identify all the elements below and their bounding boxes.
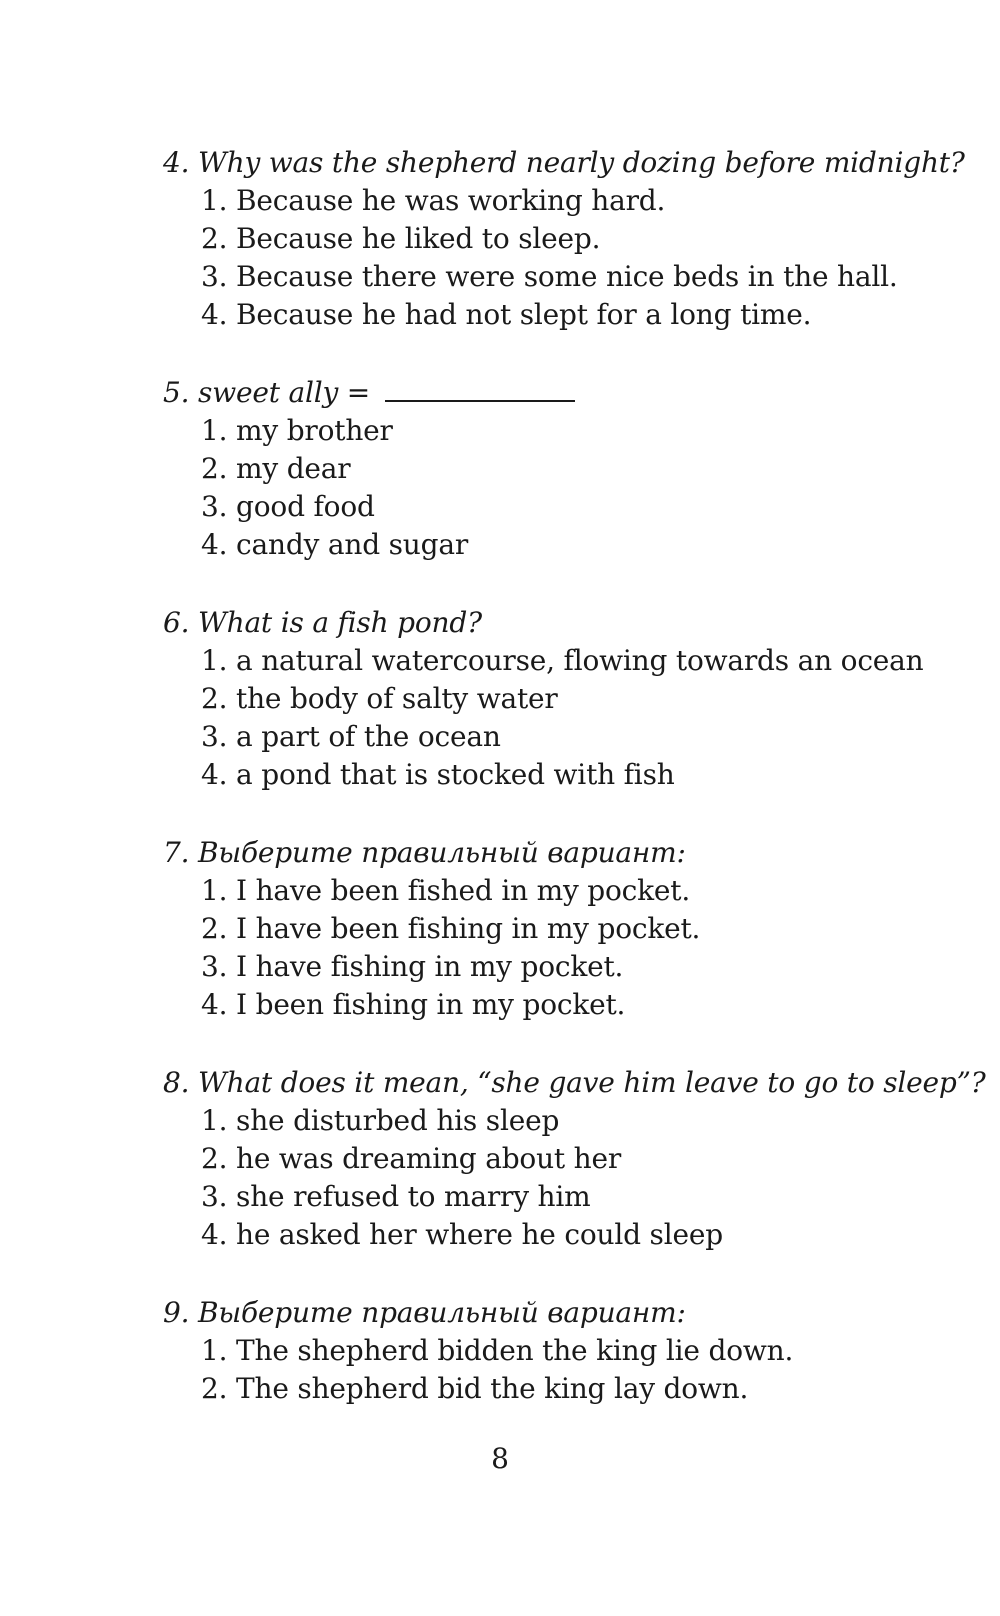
question-text: Выберите правильный вариант: xyxy=(198,836,686,869)
question-4 xyxy=(163,144,963,334)
question-prompt xyxy=(163,1294,963,1332)
question-text: Why was the shepherd nearly dozing before midnight? xyxy=(198,146,965,179)
question-number: 8. xyxy=(163,1066,190,1099)
option-list xyxy=(163,872,963,1024)
option-text: a natural watercourse, flowing towards an ocean xyxy=(236,644,924,677)
option-number: 1. xyxy=(201,1104,228,1137)
option-text: The shepherd bidden the king lie down. xyxy=(236,1334,794,1367)
option-text: I have fishing in my pocket. xyxy=(236,950,624,983)
option-number: 1. xyxy=(201,644,228,677)
option-number: 3. xyxy=(201,950,228,983)
option-number: 3. xyxy=(201,1180,228,1213)
question-prompt xyxy=(163,604,963,642)
option-text: a part of the ocean xyxy=(236,720,501,753)
option-number: 2. xyxy=(201,1142,228,1175)
option-number: 4. xyxy=(201,758,228,791)
question-9 xyxy=(163,1294,963,1408)
option-text: my brother xyxy=(236,414,393,447)
option-number: 4. xyxy=(201,298,228,331)
option-item xyxy=(201,1332,963,1370)
answer-blank xyxy=(385,378,575,402)
option-text: he asked her where he could sleep xyxy=(236,1218,723,1251)
option-item xyxy=(201,1140,963,1178)
option-number: 2. xyxy=(201,222,228,255)
page-number: 8 xyxy=(491,1442,509,1475)
option-text: she disturbed his sleep xyxy=(236,1104,560,1137)
option-list xyxy=(163,1102,963,1254)
question-6 xyxy=(163,604,963,794)
option-item xyxy=(201,450,963,488)
question-text: What is a fish pond? xyxy=(198,606,482,639)
option-number: 4. xyxy=(201,988,228,1021)
option-text: he was dreaming about her xyxy=(236,1142,622,1175)
option-text: The shepherd bid the king lay down. xyxy=(236,1372,749,1405)
option-item xyxy=(201,182,963,220)
option-text: Because there were some nice beds in the hall. xyxy=(236,260,898,293)
option-text: a pond that is stocked with fish xyxy=(236,758,675,791)
option-item xyxy=(201,1370,963,1408)
option-item xyxy=(201,412,963,450)
option-text: my dear xyxy=(236,452,351,485)
option-item xyxy=(201,258,963,296)
option-text: Because he had not slept for a long time. xyxy=(236,298,812,331)
option-text: I have been fishing in my pocket. xyxy=(236,912,701,945)
question-7 xyxy=(163,834,963,1024)
question-list xyxy=(163,144,986,1448)
option-text: candy and sugar xyxy=(236,528,469,561)
option-text: I have been fished in my pocket. xyxy=(236,874,691,907)
option-list xyxy=(163,642,963,794)
option-item xyxy=(201,718,963,756)
option-item xyxy=(201,1178,963,1216)
question-prompt xyxy=(163,144,963,182)
option-number: 2. xyxy=(201,1372,228,1405)
option-number: 3. xyxy=(201,490,228,523)
option-item xyxy=(201,488,963,526)
option-item xyxy=(201,1102,963,1140)
option-list xyxy=(163,1332,963,1408)
option-item xyxy=(201,872,963,910)
option-text: I been fishing in my pocket. xyxy=(236,988,626,1021)
option-text: good food xyxy=(236,490,375,523)
question-text: What does it mean, “she gave him leave to go to sleep”? xyxy=(198,1066,986,1099)
question-5 xyxy=(163,374,963,564)
option-number: 1. xyxy=(201,414,228,447)
option-item xyxy=(201,526,963,564)
question-number: 7. xyxy=(163,836,190,869)
question-number: 6. xyxy=(163,606,190,639)
option-text: she refused to marry him xyxy=(236,1180,591,1213)
option-text: Because he liked to sleep. xyxy=(236,222,601,255)
option-number: 2. xyxy=(201,682,228,715)
option-number: 1. xyxy=(201,874,228,907)
question-prompt xyxy=(163,1064,986,1102)
question-prompt xyxy=(163,834,963,872)
option-list xyxy=(163,182,963,334)
option-number: 4. xyxy=(201,1218,228,1251)
option-item xyxy=(201,756,963,794)
question-8 xyxy=(163,1064,986,1254)
question-number: 4. xyxy=(163,146,190,179)
option-item xyxy=(201,642,963,680)
option-item xyxy=(201,948,963,986)
question-number: 5. xyxy=(163,376,190,409)
question-number: 9. xyxy=(163,1296,190,1329)
question-text: Выберите правильный вариант: xyxy=(198,1296,686,1329)
option-item xyxy=(201,680,963,718)
option-list xyxy=(163,412,963,564)
option-number: 1. xyxy=(201,1334,228,1367)
option-number: 3. xyxy=(201,260,228,293)
option-item xyxy=(201,910,963,948)
option-number: 4. xyxy=(201,528,228,561)
question-prompt xyxy=(163,374,963,412)
option-number: 1. xyxy=(201,184,228,217)
option-item xyxy=(201,296,963,334)
option-text: the body of salty water xyxy=(236,682,558,715)
question-text: sweet ally = xyxy=(198,376,371,409)
option-item xyxy=(201,220,963,258)
option-number: 2. xyxy=(201,452,228,485)
option-number: 2. xyxy=(201,912,228,945)
option-number: 3. xyxy=(201,720,228,753)
option-text: Because he was working hard. xyxy=(236,184,666,217)
option-item xyxy=(201,986,963,1024)
option-item xyxy=(201,1216,963,1254)
